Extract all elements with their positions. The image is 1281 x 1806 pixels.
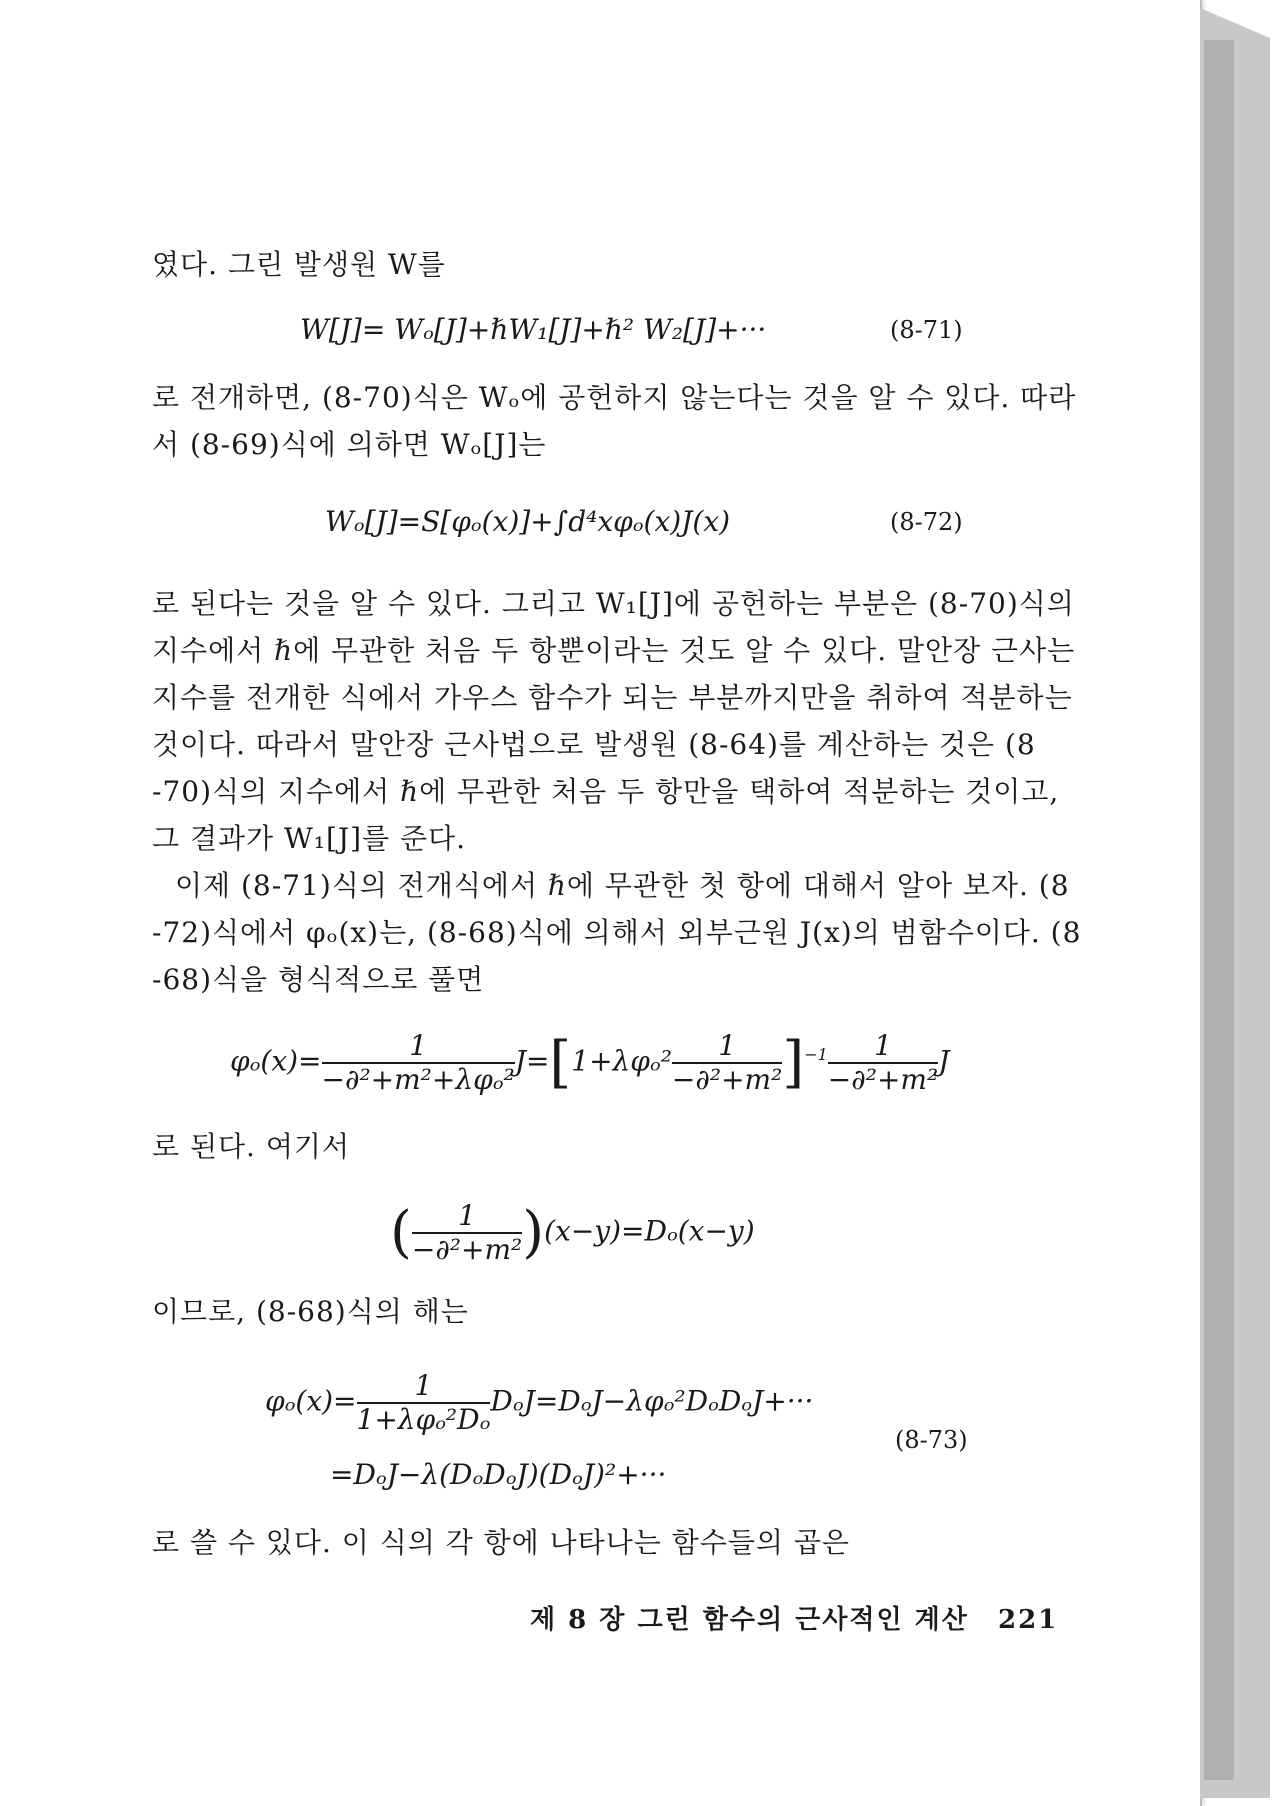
- text-line: 였다. 그린 발생원 W를: [152, 248, 446, 281]
- equation-number: (8-73): [895, 1426, 968, 1454]
- running-head: 제 8 장 그린 함수의 근사적인 계산: [530, 1605, 969, 1635]
- equation-8-73-line1: [265, 1370, 813, 1436]
- text-line: 지수에서 ℏ에 무관한 처음 두 항뿐이라는 것도 알 수 있다. 말안장 근사는: [152, 634, 1076, 667]
- fraction-den: −∂²+m²: [827, 1063, 939, 1096]
- text-line: 것이다. 따라서 말안장 근사법으로 발생원 (8-64)를 계산하는 것은 (8: [152, 728, 1036, 761]
- equation-propagator: [390, 1200, 755, 1266]
- exponent: −1: [804, 1045, 828, 1065]
- fraction-num: 1: [357, 1370, 491, 1404]
- text-line: 로 쓸 수 있다. 이 식의 각 항에 나타나는 함수들의 곱은: [152, 1526, 850, 1559]
- text-line: 이제 (8-71)식의 전개식에서 ℏ에 무관한 첫 항에 대해서 알아 보자. (8: [175, 869, 1070, 902]
- eq-text: φₒ(x)=: [265, 1384, 357, 1418]
- eq-text: J=: [514, 1044, 550, 1078]
- text-line: -68)식을 형식적으로 풀면: [152, 963, 485, 996]
- eq-text: φₒ(x)=: [230, 1044, 322, 1078]
- left-bracket: [: [549, 1030, 572, 1095]
- text-line: -70)식의 지수에서 ℏ에 무관한 처음 두 항만을 택하여 적분하는 것이고,: [152, 775, 1060, 808]
- equation-phi: [230, 1030, 949, 1096]
- fraction: [412, 1200, 522, 1266]
- fraction-den: −∂²+m²: [671, 1063, 783, 1096]
- fraction: [322, 1030, 515, 1096]
- eq-text: (x−y)=Dₒ(x−y): [544, 1214, 755, 1248]
- equation-8-73-line2: =DₒJ−λ(DₒDₒJ)(DₒJ)²+···: [330, 1458, 667, 1491]
- fraction-den: −∂²+m²+λφₒ²: [321, 1063, 515, 1096]
- eq-text: 1+λφₒ²: [571, 1044, 672, 1078]
- fraction-num: 1: [828, 1030, 938, 1064]
- fraction-num: 1: [412, 1200, 522, 1234]
- equation-number: (8-72): [890, 508, 963, 536]
- page-number: 221: [997, 1605, 1059, 1635]
- eq-text: DₒJ=DₒJ−λφₒ²DₒDₒJ+···: [490, 1384, 814, 1418]
- right-paren: ): [522, 1200, 545, 1265]
- text-line: 로 전개하면, (8-70)식은 Wₒ에 공헌하지 않는다는 것을 알 수 있다. 따라: [152, 381, 1077, 414]
- fraction-den: 1+λφₒ²Dₒ: [356, 1403, 491, 1436]
- text-line: 로 된다. 여기서: [152, 1130, 350, 1163]
- eq-text: J: [938, 1044, 950, 1078]
- left-paren: (: [390, 1200, 412, 1265]
- equation-8-71: W[J]= Wₒ[J]+ℏW₁[J]+ℏ² W₂[J]+···: [300, 313, 767, 346]
- text-line: -72)식에서 φₒ(x)는, (8-68)식에 의해서 외부근원 J(x)의 범함수이다. (8: [152, 916, 1082, 949]
- page-edge-inner: [1204, 40, 1234, 1780]
- text-line: 서 (8-69)식에 의하면 Wₒ[J]는: [152, 428, 547, 461]
- fraction-num: 1: [672, 1030, 782, 1064]
- fraction-num: 1: [322, 1030, 515, 1064]
- fraction: [357, 1370, 491, 1436]
- equation-number: (8-71): [890, 316, 963, 344]
- text-line: 지수를 전개한 식에서 가우스 함수가 되는 부분까지만을 취하여 적분하는: [152, 681, 1073, 714]
- right-bracket: ]: [782, 1030, 805, 1095]
- fraction: [672, 1030, 782, 1096]
- fraction-den: −∂²+m²: [411, 1233, 523, 1266]
- equation-8-72: Wₒ[J]=S[φₒ(x)]+∫d⁴xφₒ(x)J(x): [325, 505, 731, 538]
- text-line: 이므로, (8-68)식의 해는: [152, 1295, 469, 1328]
- text-line: 그 결과가 W₁[J]를 준다.: [152, 822, 467, 855]
- page-footer: [530, 1600, 1058, 1640]
- fraction: [828, 1030, 938, 1096]
- text-line: 로 된다는 것을 알 수 있다. 그리고 W₁[J]에 공헌하는 부분은 (8-70)식의: [152, 587, 1075, 620]
